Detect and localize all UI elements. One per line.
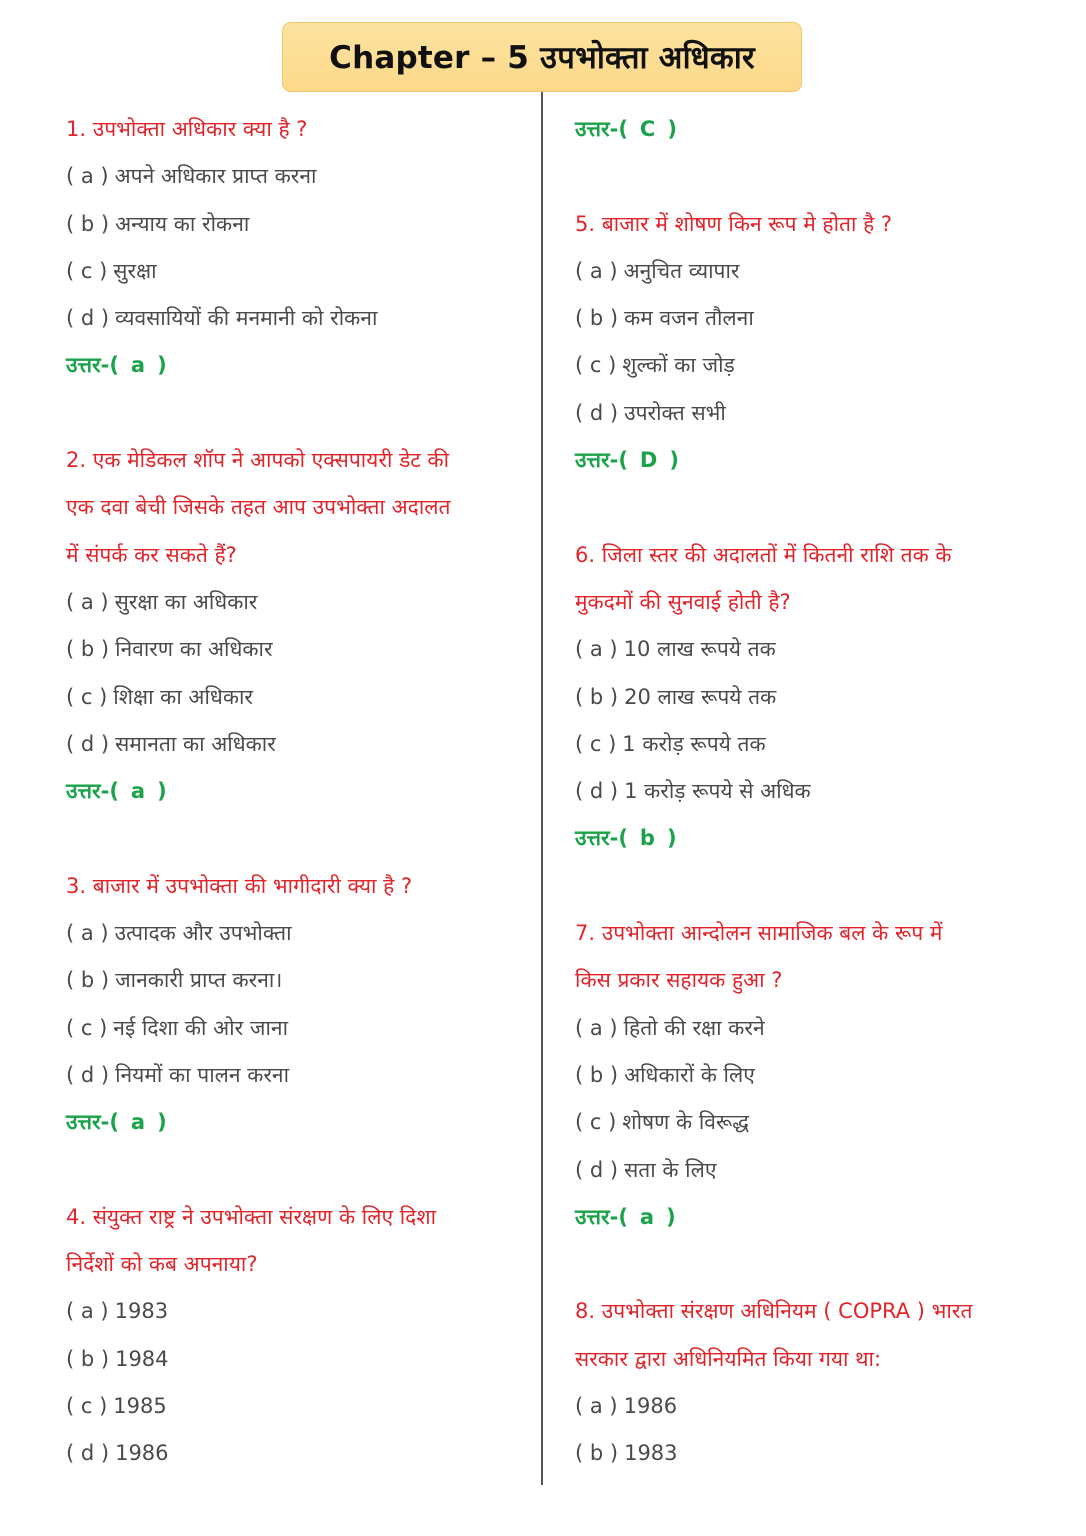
- option-label: ( b ): [575, 1062, 619, 1087]
- answer-prefix: उत्तर-(: [575, 117, 628, 141]
- option-a: [575, 248, 1025, 295]
- question-text: 6. जिला स्तर की अदालतों में कितनी राशि तक के: [575, 542, 952, 567]
- answer-prefix: उत्तर-(: [66, 779, 119, 804]
- option-text: 1 करोड़ रूपये तक: [622, 731, 766, 756]
- question-block-8: [575, 1288, 1025, 1477]
- option-label: ( a ): [575, 1394, 618, 1419]
- option-label: ( c ): [66, 1015, 108, 1040]
- option-b: [575, 295, 1025, 342]
- option-label: ( b ): [66, 968, 110, 993]
- option-c: [66, 248, 516, 295]
- question-text: 4. संयुक्त राष्ट्र ने उपभोक्ता संरक्षण के लिए दिशा: [66, 1204, 437, 1229]
- option-label: ( b ): [66, 637, 110, 662]
- option-d: [66, 295, 516, 342]
- question-text: 1. उपभोक्ता अधिकार क्या है ?: [66, 117, 308, 141]
- option-d: [66, 1052, 516, 1099]
- answer-suffix: ): [666, 826, 677, 851]
- spacer: [575, 863, 1025, 910]
- option-text: उत्पादक और उपभोक्ता: [114, 921, 292, 946]
- answer-line: [66, 768, 516, 815]
- answer-line: [66, 342, 516, 389]
- option-label: ( d ): [575, 1157, 619, 1182]
- question-text: 2. एक मेडिकल शॉप ने आपको एक्सपायरी डेट की: [66, 448, 450, 473]
- question-text: 5. बाजार में शोषण किन रूप मे होता है ?: [575, 211, 893, 236]
- option-text: 1983: [114, 1299, 169, 1324]
- option-text: अनुचित व्यापार: [623, 258, 740, 283]
- option-text: 10 लाख रूपये तक: [623, 637, 776, 662]
- option-label: ( c ): [575, 353, 617, 378]
- question-text: में संपर्क कर सकते हैं?: [66, 542, 237, 567]
- option-label: ( a ): [66, 921, 109, 946]
- option-text: उपरोक्त सभी: [624, 400, 726, 425]
- option-label: ( c ): [66, 1394, 108, 1419]
- answer-line: [575, 815, 1025, 862]
- option-b: [66, 1336, 516, 1383]
- question-text: एक दवा बेची जिसके तहत आप उपभोक्ता अदालत: [66, 495, 451, 520]
- option-text: अधिकारों के लिए: [624, 1062, 755, 1087]
- answer-letter: b: [639, 826, 655, 851]
- option-label: ( b ): [66, 211, 110, 236]
- option-text: सता के लिए: [624, 1157, 717, 1182]
- answer-suffix: ): [666, 1204, 676, 1229]
- spacer: [66, 390, 516, 437]
- answer-letter: a: [639, 1204, 655, 1229]
- option-label: ( b ): [575, 684, 619, 709]
- spacer: [575, 1241, 1025, 1288]
- answer-prefix: उत्तर-(: [575, 448, 628, 473]
- option-label: ( d ): [66, 1062, 110, 1087]
- option-text: 20 लाख रूपये तक: [624, 684, 777, 709]
- option-text: अन्याय का रोकना: [115, 211, 250, 236]
- answer-letter: D: [639, 448, 658, 473]
- option-b: [575, 1052, 1025, 1099]
- answer-line: [66, 1099, 516, 1146]
- option-a: [66, 910, 516, 957]
- option-label: ( a ): [575, 637, 618, 662]
- option-text: समानता का अधिकार: [115, 731, 276, 756]
- option-text: सुरक्षा का अधिकार: [114, 589, 258, 614]
- option-c: [66, 1383, 516, 1430]
- option-d: [66, 1430, 516, 1477]
- answer-prefix: उत्तर-(: [575, 1204, 628, 1229]
- question-text: 7. उपभोक्ता आन्दोलन सामाजिक बल के रूप में: [575, 921, 943, 946]
- option-text: शोषण के विरूद्ध: [622, 1110, 750, 1135]
- option-a: [66, 579, 516, 626]
- option-text: 1983: [624, 1441, 678, 1466]
- option-text: अपने अधिकार प्राप्त करना: [114, 164, 317, 189]
- question-block-4: [66, 1194, 516, 1478]
- option-c: [575, 342, 1025, 389]
- answer-suffix: ): [157, 779, 167, 804]
- option-c: [66, 1005, 516, 1052]
- question-text: किस प्रकार सहायक हुआ ?: [575, 968, 783, 993]
- option-label: ( a ): [66, 1299, 109, 1324]
- option-d: [575, 1147, 1025, 1194]
- option-label: ( b ): [575, 1441, 619, 1466]
- page-title: Chapter – 5 उपभोक्ता अधिकार: [329, 40, 755, 76]
- answer-prefix: उत्तर-(: [66, 353, 119, 378]
- spacer: [66, 1147, 516, 1194]
- answer-suffix: ): [157, 353, 167, 378]
- right-column: [575, 106, 1025, 1478]
- answer-letter: a: [130, 779, 146, 804]
- option-a: [575, 1005, 1025, 1052]
- option-text: 1985: [113, 1394, 167, 1419]
- question-text: सरकार द्वारा अधिनियमित किया गया था:: [575, 1346, 882, 1371]
- option-text: व्यवसायियों की मनमानी को रोकना: [115, 306, 378, 331]
- answer-line: [575, 437, 1025, 484]
- option-label: ( a ): [575, 1015, 618, 1040]
- option-label: ( d ): [66, 306, 110, 331]
- option-d: [66, 721, 516, 768]
- option-b: [575, 1430, 1025, 1477]
- question-block-5: [575, 201, 1025, 532]
- left-column: [66, 106, 516, 1478]
- option-d: [575, 390, 1025, 437]
- chapter-title-banner: [282, 22, 802, 92]
- question-text: 8. उपभोक्ता संरक्षण अधिनियम ( COPRA ) भारत: [575, 1299, 973, 1324]
- answer-letter: a: [130, 1110, 146, 1135]
- option-text: सुरक्षा: [113, 258, 157, 283]
- option-b: [66, 201, 516, 248]
- option-b: [66, 957, 516, 1004]
- option-c: [66, 674, 516, 721]
- option-a: [575, 626, 1025, 673]
- option-b: [66, 626, 516, 673]
- option-label: ( c ): [66, 684, 108, 709]
- option-a: [66, 153, 516, 200]
- option-text: 1984: [115, 1346, 169, 1371]
- option-a: [66, 1288, 516, 1335]
- question-text: 3. बाजार में उपभोक्ता की भागीदारी क्या है ?: [66, 873, 413, 898]
- answer-line: [575, 106, 1025, 153]
- option-b: [575, 674, 1025, 721]
- option-label: ( d ): [66, 731, 110, 756]
- question-text: निर्देशों को कब अपनाया?: [66, 1252, 258, 1277]
- option-text: हितो की रक्षा करने: [623, 1015, 765, 1040]
- question-block-2: [66, 437, 516, 863]
- question-block-1: [66, 106, 516, 437]
- option-text: 1 करोड़ रूपये से अधिक: [624, 779, 811, 804]
- spacer: [575, 153, 1025, 200]
- option-label: ( c ): [575, 1110, 617, 1135]
- option-label: ( d ): [66, 1441, 110, 1466]
- option-label: ( c ): [66, 258, 108, 283]
- option-text: कम वजन तौलना: [624, 306, 754, 331]
- option-label: ( c ): [575, 731, 617, 756]
- question-block-7: [575, 910, 1025, 1288]
- option-text: शुल्कों का जोड़: [622, 353, 735, 378]
- answer-letter: a: [130, 353, 146, 378]
- option-text: निवारण का अधिकार: [115, 637, 273, 662]
- answer-prefix: उत्तर-(: [66, 1110, 119, 1135]
- answer-suffix: ): [157, 1110, 167, 1135]
- answer-line: [575, 1194, 1025, 1241]
- option-a: [575, 1383, 1025, 1430]
- option-label: ( a ): [66, 164, 109, 189]
- option-text: जानकारी प्राप्त करना।: [115, 968, 283, 993]
- option-label: ( d ): [575, 779, 619, 804]
- option-label: ( b ): [66, 1346, 110, 1371]
- question-text: मुकदमों की सुनवाई होती है?: [575, 589, 791, 614]
- option-d: [575, 768, 1025, 815]
- option-label: ( d ): [575, 400, 619, 425]
- question-block-3: [66, 863, 516, 1194]
- option-label: ( a ): [66, 589, 109, 614]
- answer-prefix: उत्तर-(: [575, 826, 628, 851]
- spacer: [575, 484, 1025, 531]
- option-text: नई दिशा की ओर जाना: [113, 1015, 289, 1040]
- answer-suffix: ): [669, 448, 679, 473]
- answer-suffix: ): [667, 117, 677, 141]
- option-c: [575, 721, 1025, 768]
- option-text: 1986: [623, 1394, 678, 1419]
- answer-letter: C: [639, 117, 656, 141]
- column-divider: [541, 92, 543, 1485]
- option-label: ( b ): [575, 306, 619, 331]
- spacer: [66, 815, 516, 862]
- option-text: शिक्षा का अधिकार: [113, 684, 253, 709]
- option-label: ( a ): [575, 258, 618, 283]
- option-text: 1986: [115, 1441, 169, 1466]
- option-c: [575, 1099, 1025, 1146]
- question-block-6: [575, 532, 1025, 910]
- option-text: नियमों का पालन करना: [115, 1062, 290, 1087]
